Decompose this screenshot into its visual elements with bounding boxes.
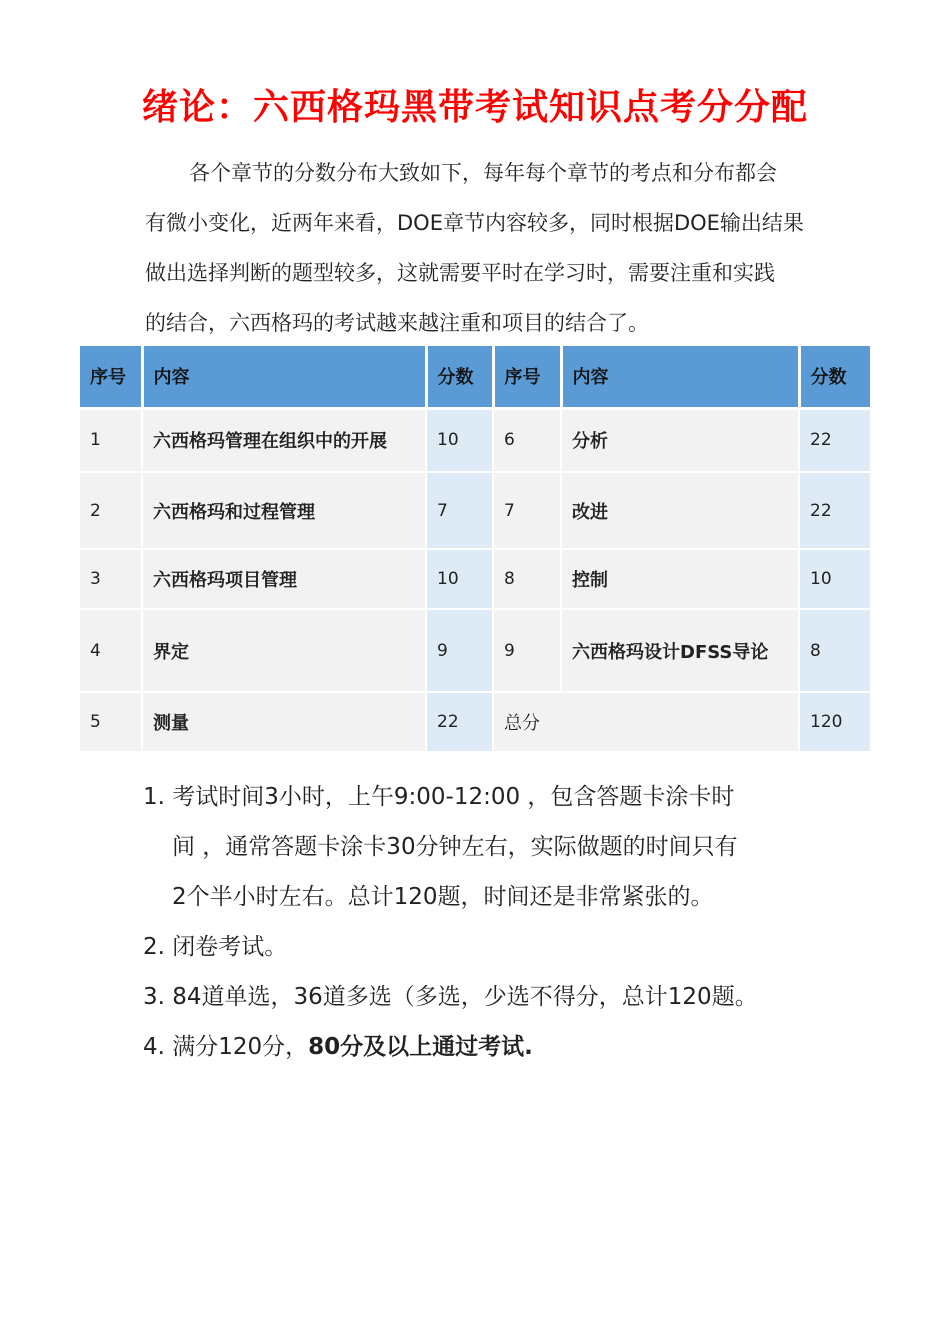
- cell-index: 5: [80, 692, 142, 752]
- cell-index: 1: [80, 408, 142, 472]
- cell-content: 分析: [561, 408, 799, 472]
- pass-score-text: 80分及以上通过考试.: [308, 1034, 533, 1060]
- total-value: 120: [799, 692, 871, 752]
- cell-index: 3: [80, 549, 142, 609]
- cell-score: 10: [799, 549, 871, 609]
- cell-content: 六西格玛设计DFSS导论: [561, 609, 799, 692]
- header-content: 内容: [561, 346, 799, 408]
- table-header-row: [80, 346, 871, 408]
- intro-line: 做出选择判断的题型较多，这就需要平时在学习时，需要注重和实践: [145, 261, 775, 285]
- cell-score: 22: [799, 408, 871, 472]
- cell-score: 8: [799, 609, 871, 692]
- cell-score: 10: [426, 408, 493, 472]
- cell-content: 界定: [142, 609, 426, 692]
- cell-content: 测量: [142, 692, 426, 752]
- cell-score: 7: [426, 472, 493, 549]
- exam-notes: [143, 772, 823, 1072]
- cell-score: 22: [426, 692, 493, 752]
- table-row: [80, 692, 871, 752]
- cell-index: 8: [493, 549, 561, 609]
- note-item-text: 4. 满分120分，: [143, 1034, 309, 1060]
- table-row: [80, 549, 871, 609]
- page-title: 绪论：六西格玛黑带考试知识点考分分配: [141, 87, 808, 128]
- intro-line: 有微小变化，近两年来看，DOE章节内容较多，同时根据DOE输出结果: [145, 211, 804, 235]
- header-index: 序号: [80, 346, 142, 408]
- header-score: 分数: [799, 346, 871, 408]
- table-row: [80, 609, 871, 692]
- table-row: [80, 408, 871, 472]
- total-label: 总分: [493, 692, 799, 752]
- cell-index: 6: [493, 408, 561, 472]
- cell-index: 2: [80, 472, 142, 549]
- cell-content: 改进: [561, 472, 799, 549]
- intro-paragraph: [145, 148, 825, 348]
- cell-content: 控制: [561, 549, 799, 609]
- header-index: 序号: [493, 346, 561, 408]
- intro-line: 的结合，六西格玛的考试越来越注重和项目的结合了。: [145, 311, 649, 335]
- header-score: 分数: [426, 346, 493, 408]
- cell-score: 10: [426, 549, 493, 609]
- table-row: [80, 472, 871, 549]
- cell-index: 4: [80, 609, 142, 692]
- intro-line: 各个章节的分数分布大致如下，每年每个章节的考点和分布都会: [189, 161, 777, 185]
- cell-score: 22: [799, 472, 871, 549]
- note-item-continuation: 2个半小时左右。总计120题，时间还是非常紧张的。: [172, 884, 714, 910]
- note-item: 1. 考试时间3小时，上午9:00-12:00 ，包含答题卡涂卡时: [143, 784, 735, 810]
- header-content: 内容: [142, 346, 426, 408]
- note-item: [143, 1022, 823, 1072]
- cell-content: 六西格玛和过程管理: [142, 472, 426, 549]
- cell-index: 9: [493, 609, 561, 692]
- score-distribution-table: [80, 346, 873, 753]
- cell-content: 六西格玛项目管理: [142, 549, 426, 609]
- cell-content: 六西格玛管理在组织中的开展: [142, 408, 426, 472]
- cell-index: 7: [493, 472, 561, 549]
- cell-score: 9: [426, 609, 493, 692]
- note-item-continuation: 间 ，通常答题卡涂卡30分钟左右，实际做题的时间只有: [172, 834, 738, 860]
- note-item: 2. 闭卷考试。: [143, 934, 288, 960]
- note-item: 3. 84道单选，36道多选（多选，少选不得分，总计120题。: [143, 984, 758, 1010]
